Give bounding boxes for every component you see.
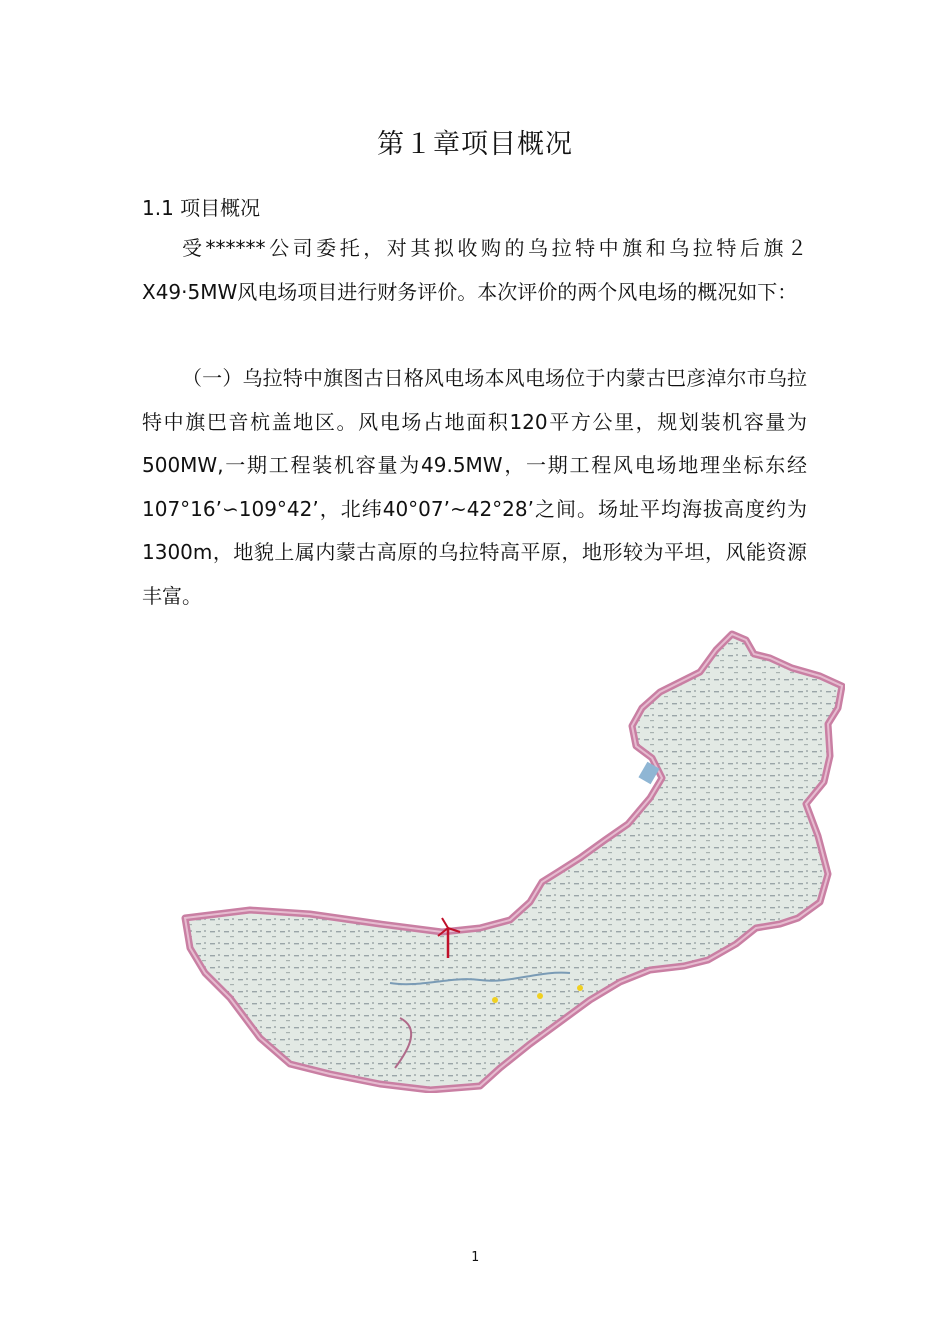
paragraph-intro: 受******公司委托，对其拟收购的乌拉特中旗和乌拉特后旗２X49·5MW风电场项目进行财务评价。本次评价的两个风电场的概况如下：	[142, 236, 807, 304]
section-title: 1.1 项目概况	[142, 196, 261, 220]
chapter-title: 第１章项目概况	[377, 129, 573, 161]
map-figure	[180, 628, 845, 1093]
inner-mongolia-map-image	[180, 628, 845, 1093]
region-outline	[185, 634, 842, 1090]
paragraph-wind-farm-1: （一）乌拉特中旗图古日格风电场本风电场位于内蒙古巴彦淖尔市乌拉特中旗巴音杭盖地区。风电场占地面积120平方公里，规划装机容量为500MW,一期工程装机容量为49.5MW，一期工程风电场地理坐标东经107°16’∽109°42’，北纬40°07’~42°28’之间。场址平均海拔高度约为1300m，地貌上属内蒙古高原的乌拉特高平原，地形较为平坦，风能资源丰富。	[142, 366, 807, 608]
page-number: 1	[471, 1250, 479, 1265]
